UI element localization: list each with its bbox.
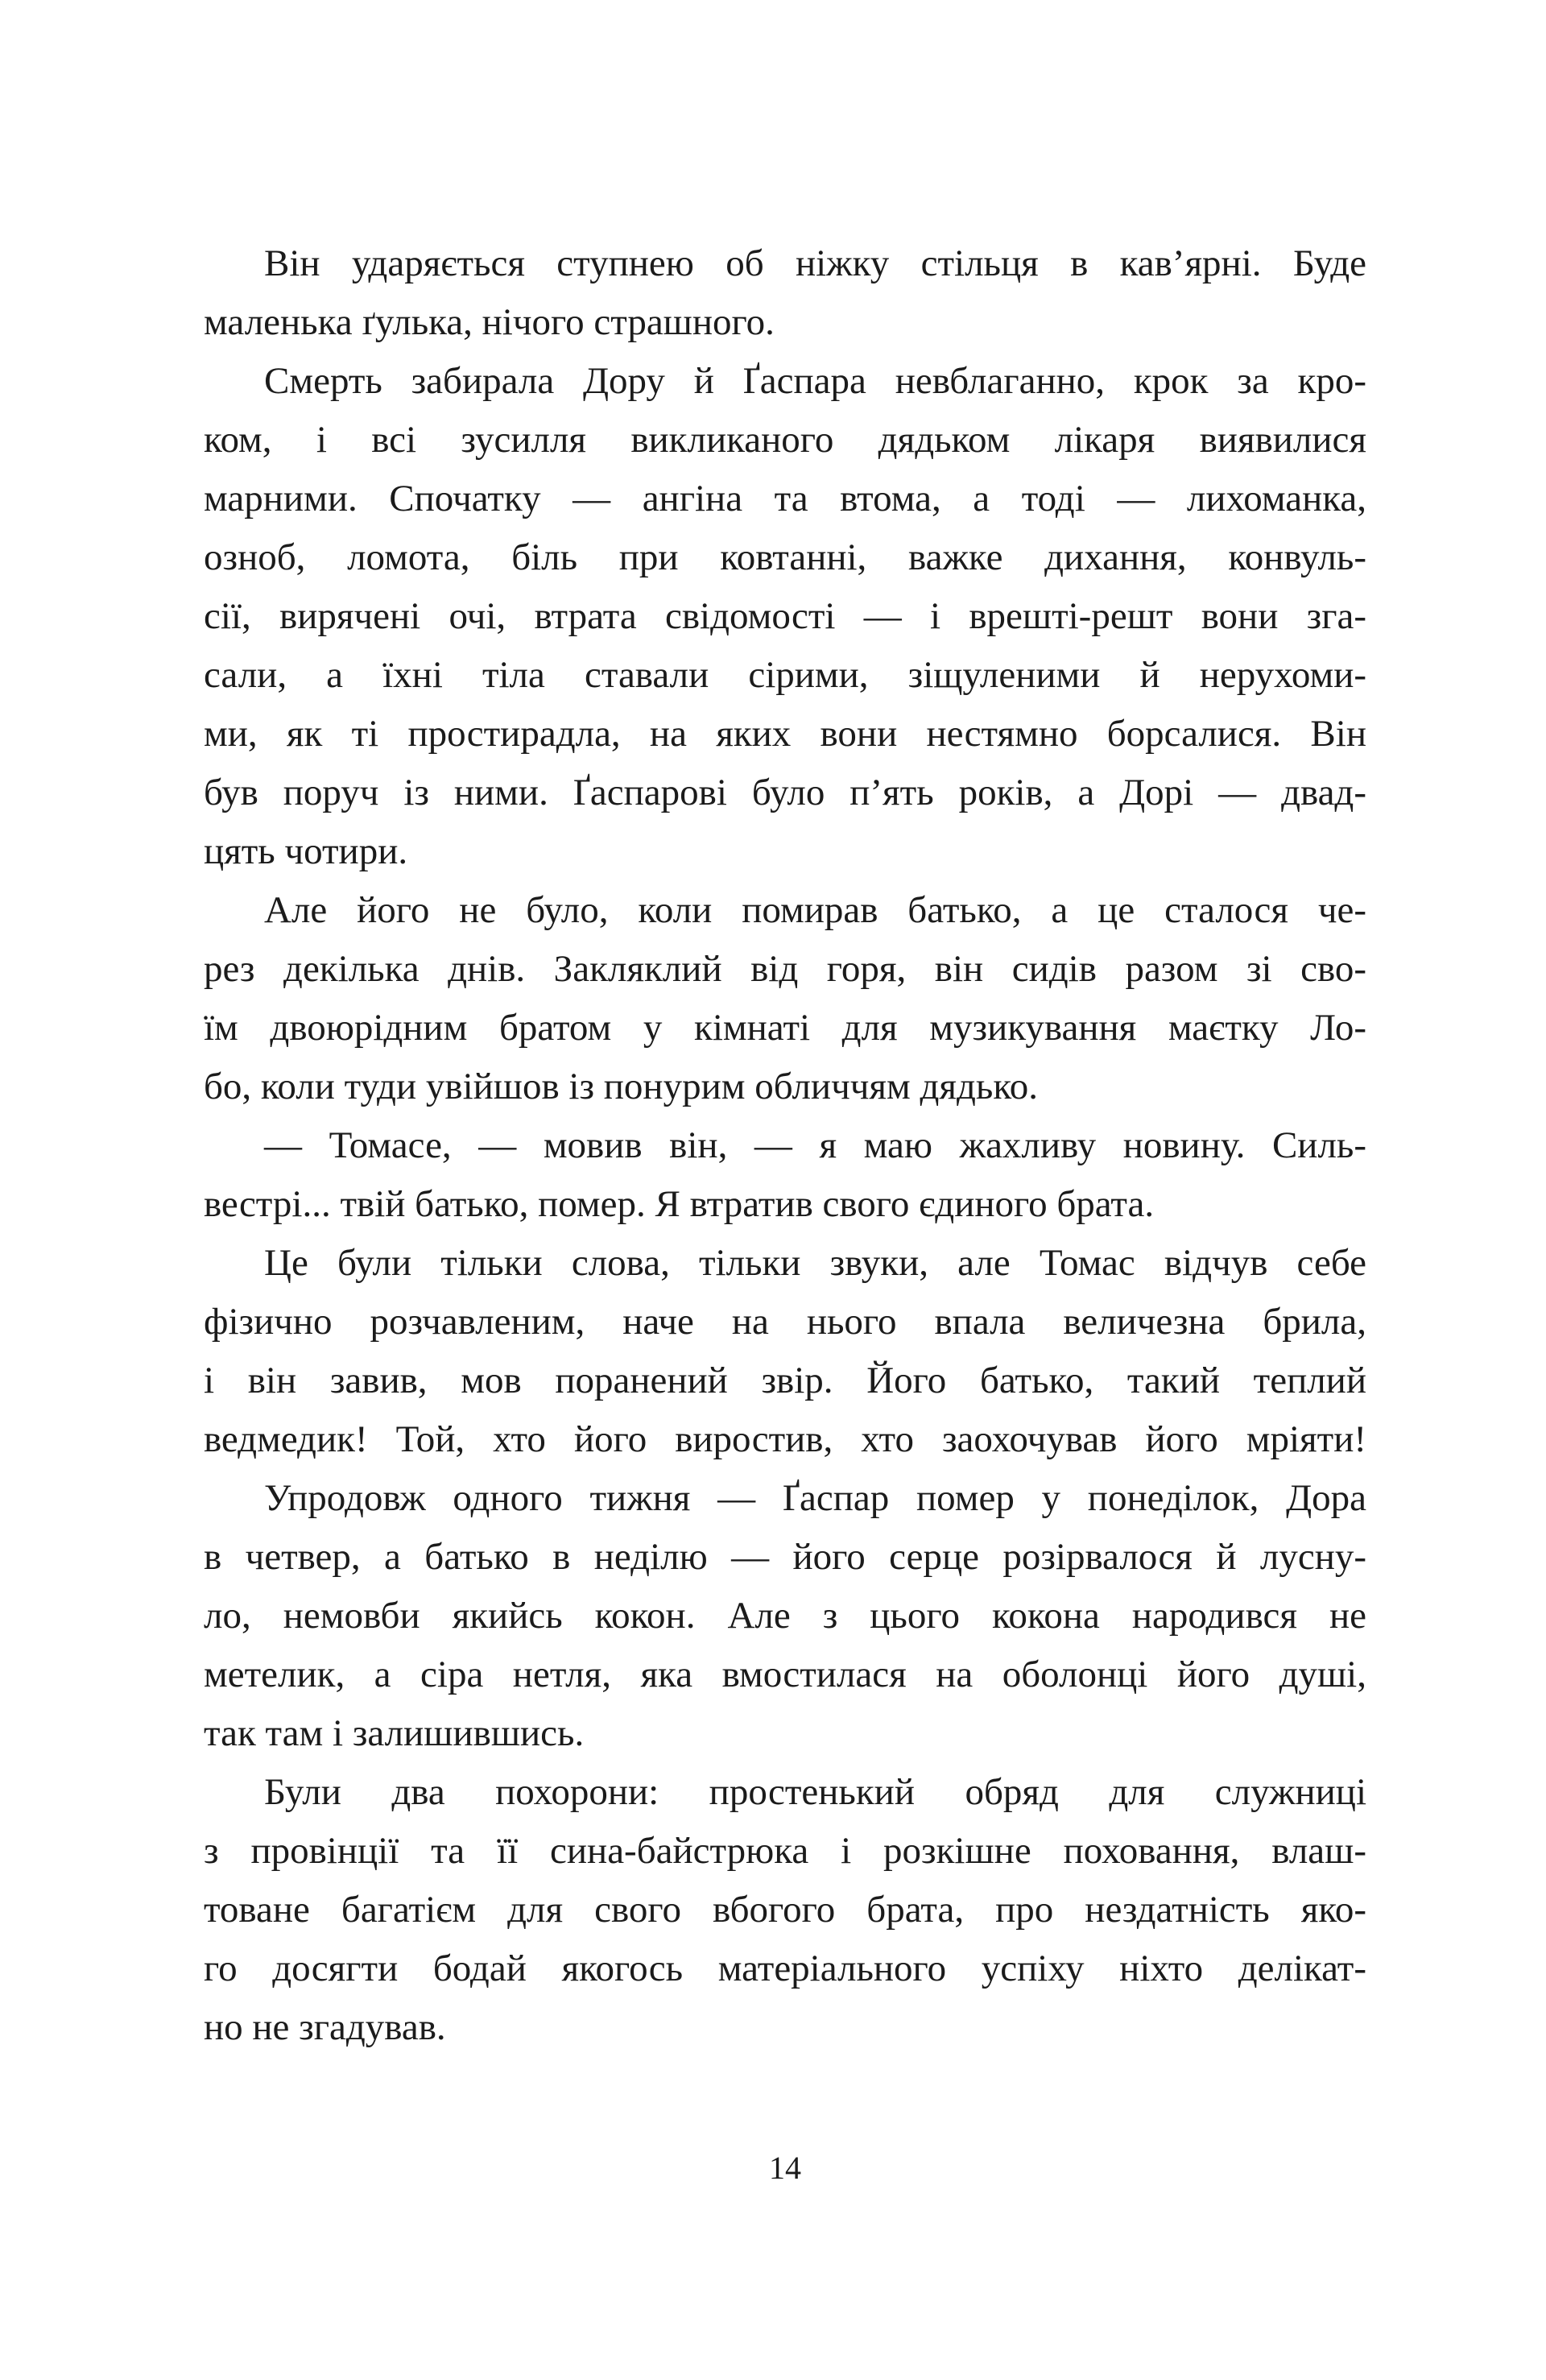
text-line: так там і залишившись.: [204, 1712, 585, 1754]
text-line: був поруч із ними. Ґаспарові було п’ять років, а Дорі — двад-: [204, 772, 1366, 813]
paragraph: [204, 1469, 1366, 1763]
text-line: го досягти бодай якогось матеріального успіху ніхто делікат-: [204, 1947, 1366, 1989]
text-line: ми, як ті простирадла, на яких вони нестямно борсалися. Він: [204, 713, 1366, 755]
text-line: озноб, ломота, біль при ковтанні, важке дихання, конвуль-: [204, 536, 1366, 578]
text-line: ком, і всі зусилля викликаного дядьком лікаря виявилися: [204, 419, 1366, 461]
text-line: товане багатієм для свого вбогого брата, про нездатність яко-: [204, 1889, 1366, 1931]
text-line: ведмедик! Той, хто його виростив, хто заохочував його мріяти!: [204, 1418, 1366, 1460]
text-line: в четвер, а батько в неділю — його серце розірвалося й лусну-: [204, 1536, 1366, 1578]
text-line: бо, коли туди увійшов із понурим обличчям дядько.: [204, 1066, 1039, 1107]
page-number: 14: [769, 2150, 801, 2186]
text-line: метелик, а сіра нетля, яка вмостилася на оболонці його душі,: [204, 1654, 1366, 1695]
text-line: рез декілька днів. Закляклий від горя, він сидів разом зі сво-: [204, 948, 1366, 990]
text-line: Він ударяється ступнею об ніжку стільця в кав’ярні. Буде: [264, 242, 1366, 284]
book-page-text: [204, 234, 1366, 2057]
text-line: і він завив, мов поранений звір. Його батько, такий теплий: [204, 1360, 1366, 1401]
text-line: ло, немовби якийсь кокон. Але з цього кокона народився не: [204, 1595, 1366, 1637]
text-line: вестрі... твій батько, помер. Я втратив свого єдиного брата.: [204, 1183, 1155, 1225]
text-line: марними. Спочатку — ангіна та втома, а тоді — лихоманка,: [204, 478, 1366, 519]
text-line: Були два похорони: простенький обряд для служниці: [264, 1771, 1366, 1813]
text-line: Але його не було, коли помирав батько, а це сталося че-: [264, 889, 1366, 931]
paragraph: [204, 1116, 1366, 1234]
paragraph: [204, 234, 1366, 352]
text-line: їм двоюрідним братом у кімнаті для музикування маєтку Ло-: [204, 1007, 1366, 1049]
paragraph: [204, 1763, 1366, 2057]
text-line: сії, вирячені очі, втрата свідомості — і врешті-решт вони зга-: [204, 595, 1366, 637]
text-line: но не згадував.: [204, 2006, 446, 2048]
text-line: фізично розчавленим, наче на нього впала величезна брила,: [204, 1301, 1366, 1343]
paragraph: [204, 881, 1366, 1116]
text-line: цять чотири.: [204, 830, 408, 872]
paragraph: [204, 352, 1366, 881]
text-line: Це були тільки слова, тільки звуки, але Томас відчув себе: [264, 1242, 1366, 1284]
text-line: сали, а їхні тіла ставали сірими, зіщуленими й нерухоми-: [204, 654, 1366, 696]
text-line: маленька ґулька, нічого страшного.: [204, 301, 775, 343]
text-line: з провінції та її сина-байстрюка і розкішне поховання, влаш-: [204, 1830, 1366, 1872]
text-line: Упродовж одного тижня — Ґаспар помер у понеділок, Дора: [264, 1477, 1366, 1519]
text-line: Смерть забирала Дору й Ґаспара невблаганно, крок за кро-: [264, 360, 1366, 402]
paragraph: [204, 1234, 1366, 1469]
text-line: — Томасе, — мовив він, — я маю жахливу новину. Силь-: [264, 1124, 1366, 1166]
